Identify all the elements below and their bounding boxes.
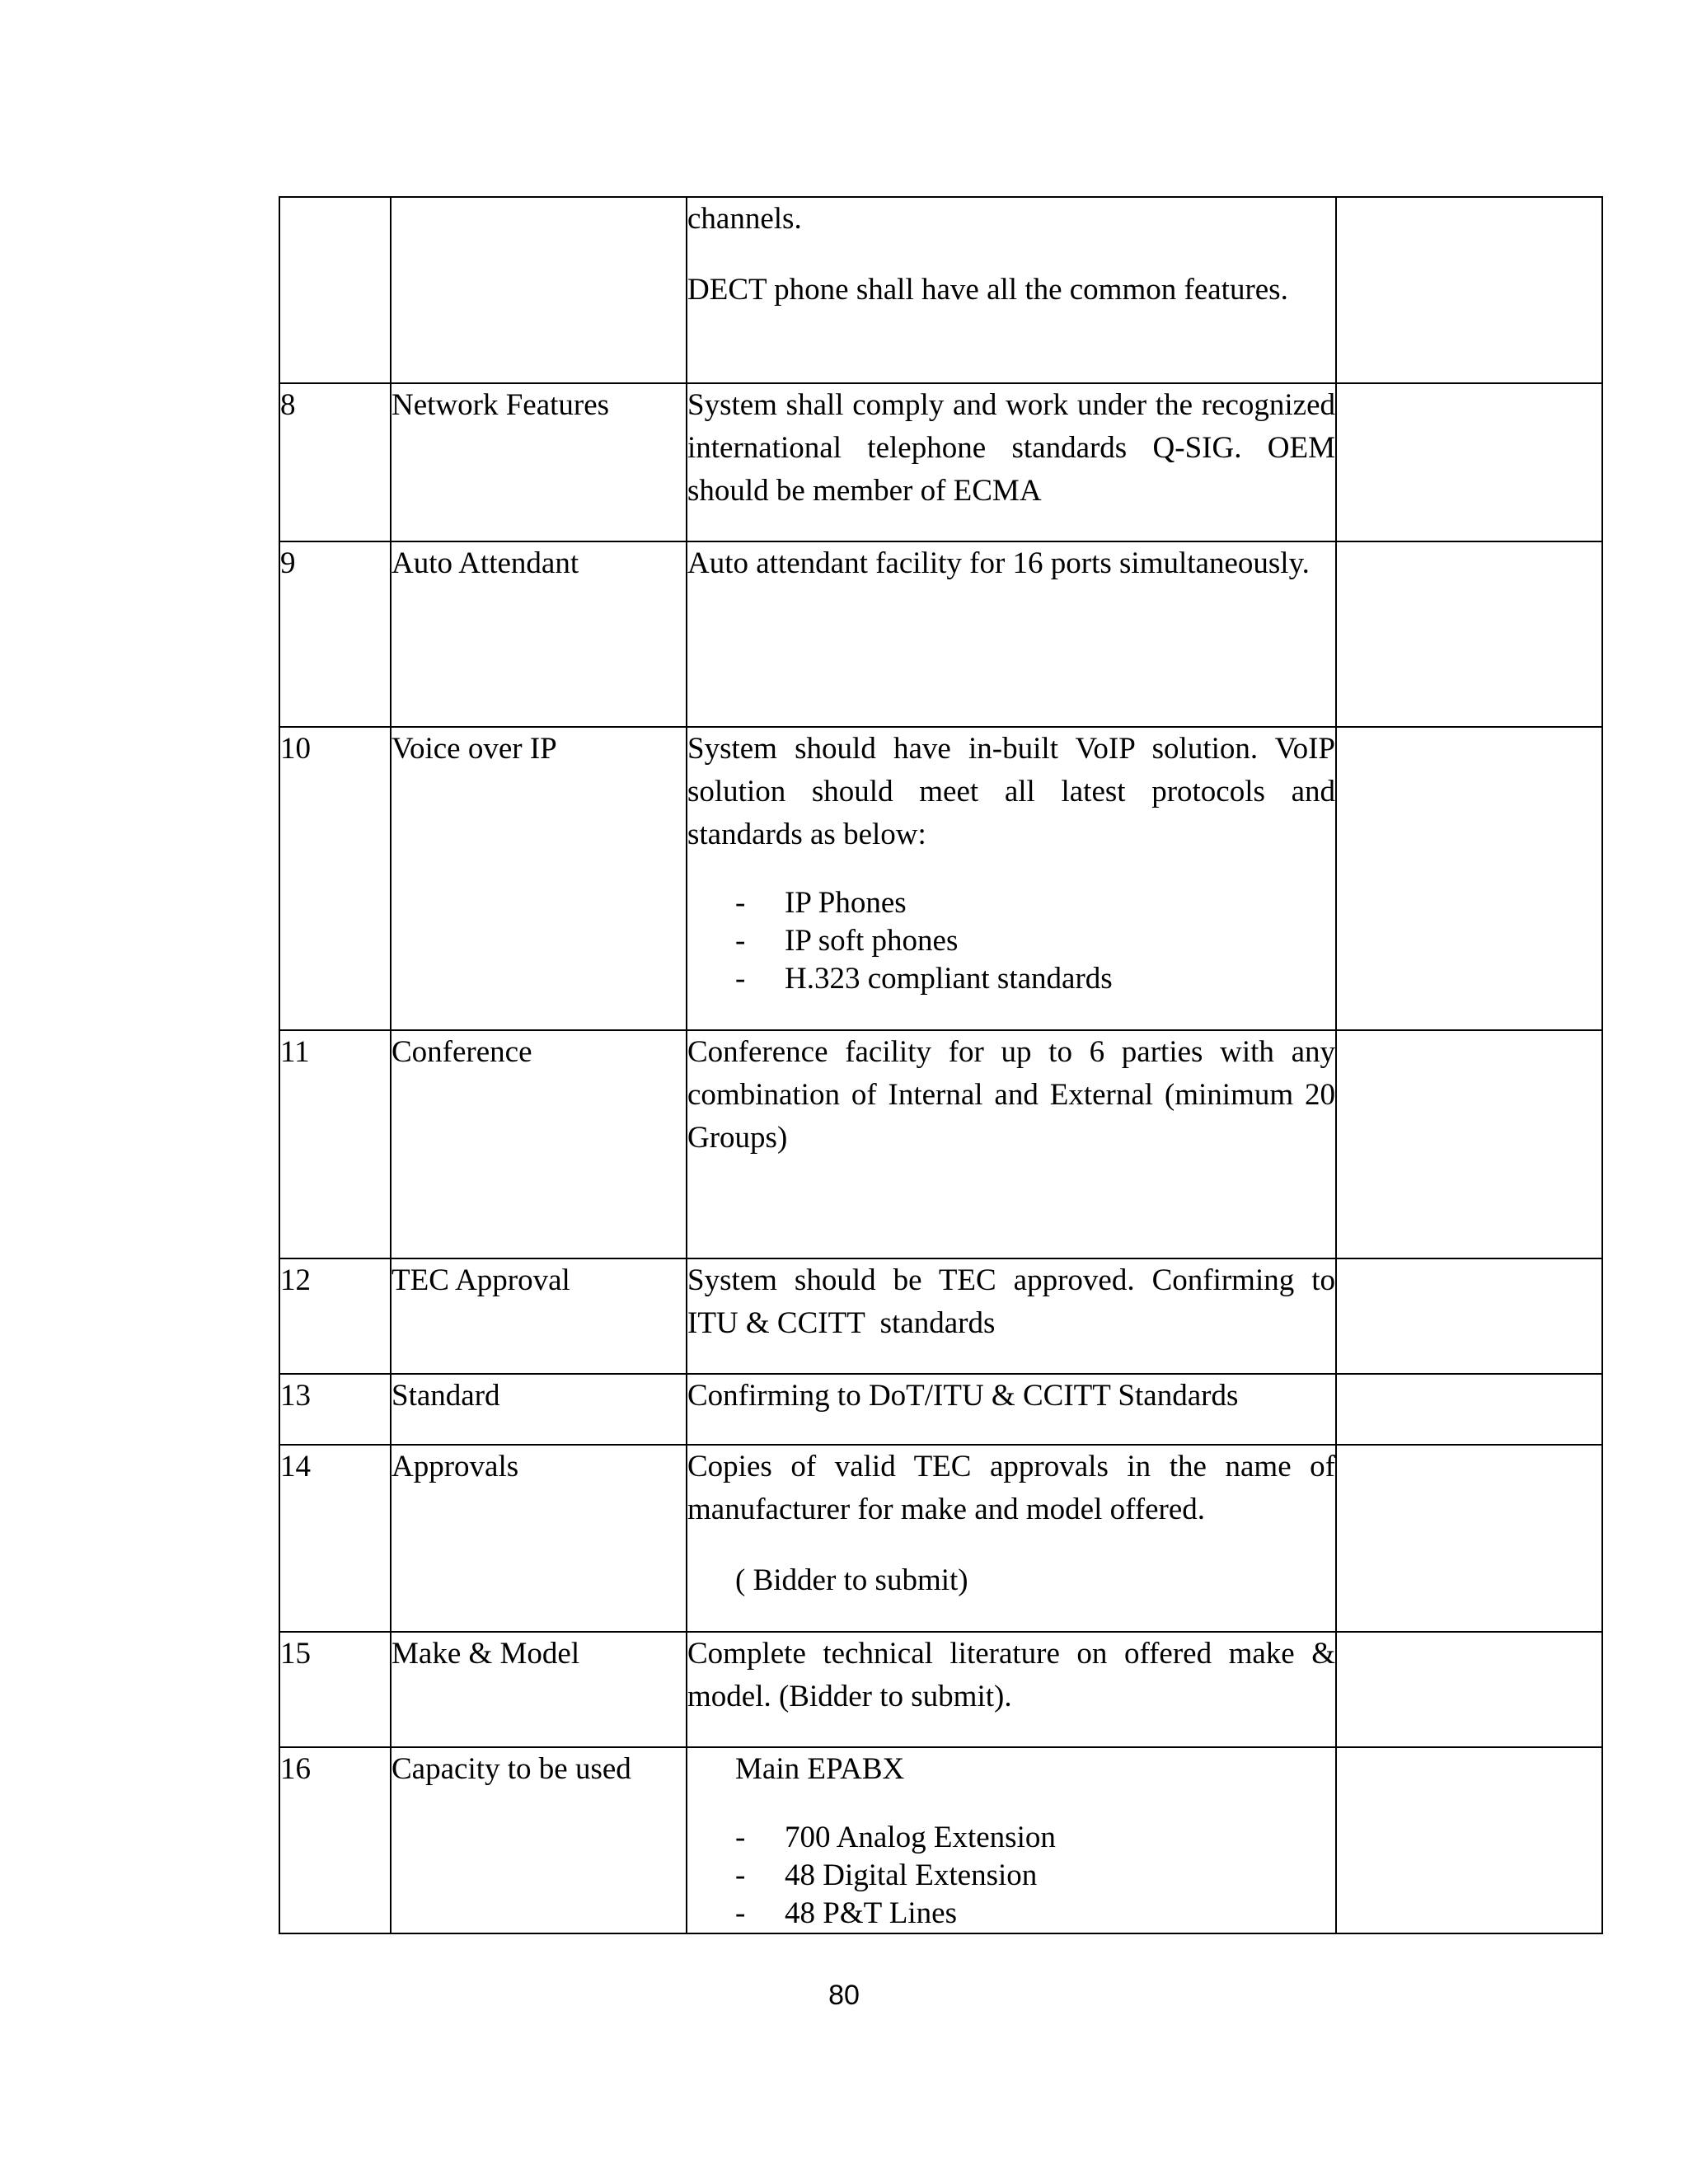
row-number-cell (279, 197, 391, 383)
list-item (687, 922, 1335, 960)
table-row (279, 541, 1602, 727)
description-cell (687, 197, 1336, 383)
description-text: DECT phone shall have all the common features. (687, 273, 1288, 307)
list-item-text: 48 Digital Extension (785, 1858, 1038, 1892)
list-item-text: IP soft phones (785, 924, 959, 958)
remarks-cell (1336, 1445, 1602, 1632)
list-item (687, 960, 1335, 998)
remarks-cell (1336, 383, 1602, 541)
feature-name-cell: Make & Model (391, 1632, 687, 1747)
remarks-cell (1336, 1030, 1602, 1258)
feature-name-cell: Network Features (391, 383, 687, 541)
description-text: Copies of valid TEC approvals in the name of manufacturer for make and model offered. (687, 1450, 1335, 1526)
remarks-cell (1336, 727, 1602, 1030)
table-row (279, 1445, 1602, 1632)
table-row (279, 1747, 1602, 1933)
description-cell (687, 383, 1336, 541)
bullet-list (687, 1819, 1335, 1933)
row-number-cell: 14 (279, 1445, 391, 1632)
description-cell (687, 1030, 1336, 1258)
feature-name-cell: Auto Attendant (391, 541, 687, 727)
description-cell (687, 1445, 1336, 1632)
description-cell (687, 727, 1336, 1030)
remarks-cell (1336, 1258, 1602, 1374)
remarks-cell (1336, 1374, 1602, 1445)
feature-name-cell (391, 197, 687, 383)
description-cell (687, 1632, 1336, 1747)
bidder-note: ( Bidder to submit) (735, 1563, 968, 1597)
specification-table (279, 196, 1603, 1934)
list-item-text: 700 Analog Extension (785, 1821, 1056, 1854)
list-item-text: IP Phones (785, 886, 907, 920)
remarks-cell (1336, 1747, 1602, 1933)
list-item (687, 1857, 1335, 1895)
remarks-cell (1336, 197, 1602, 383)
bullet-dash: - (735, 886, 746, 920)
description-text: Auto attendant facility for 16 ports simultaneously. (687, 546, 1310, 580)
description-cell (687, 541, 1336, 727)
row-number-cell: 15 (279, 1632, 391, 1747)
table-row (279, 1632, 1602, 1747)
row-number-cell: 10 (279, 727, 391, 1030)
remarks-cell (1336, 541, 1602, 727)
description-text: System shall comply and work under the recognized international telephone standards Q-SIG. OEM should be member of ECMA (687, 388, 1335, 508)
list-item (687, 1895, 1335, 1933)
table-row (279, 1030, 1602, 1258)
description-text: Complete technical literature on offered make & model. (Bidder to submit). (687, 1637, 1335, 1713)
list-item (687, 884, 1335, 922)
list-item-text: H.323 compliant standards (785, 962, 1113, 996)
bullet-list (687, 884, 1335, 998)
row-number-cell: 13 (279, 1374, 391, 1445)
row-number-cell: 11 (279, 1030, 391, 1258)
description-text: Conference facility for up to 6 parties with any combination of Internal and External (minimum 20 Groups) (687, 1035, 1335, 1155)
row-number-cell: 16 (279, 1747, 391, 1933)
description-cell (687, 1258, 1343, 1374)
description-cell (687, 1747, 1336, 1933)
remarks-cell (1336, 1632, 1602, 1747)
feature-name-cell: TEC Approval (391, 1258, 687, 1374)
table-row (279, 197, 1602, 383)
bullet-dash: - (735, 962, 746, 996)
row-number-cell: 12 (279, 1258, 391, 1374)
list-item-text: 48 P&T Lines (785, 1896, 957, 1930)
description-text: System should have in-built VoIP solution. VoIP solution should meet all latest protocols and standards as below: (687, 732, 1335, 851)
table-row (279, 1374, 1602, 1445)
description-text: channels. (687, 202, 802, 236)
bullet-dash: - (735, 924, 746, 958)
table-row (279, 1258, 1602, 1374)
table-row (279, 383, 1602, 541)
page-number: 80 (828, 1980, 860, 2011)
description-cell (687, 1374, 1336, 1445)
feature-name-cell: Capacity to be used (391, 1747, 687, 1933)
bullet-dash: - (735, 1896, 746, 1930)
feature-name-cell: Standard (391, 1374, 687, 1445)
feature-name-cell: Approvals (391, 1445, 687, 1632)
feature-name-cell: Voice over IP (391, 727, 687, 1030)
row-number-cell: 8 (279, 383, 391, 541)
feature-name-cell: Conference (391, 1030, 687, 1258)
table-row (279, 727, 1602, 1030)
row-number-cell: 9 (279, 541, 391, 727)
description-text: Confirming to DoT/ITU & CCITT Standards (687, 1379, 1239, 1413)
bullet-dash: - (735, 1858, 746, 1892)
capacity-heading: Main EPABX (735, 1752, 905, 1786)
description-text: System should be TEC approved. Confirming to ITU & CCITT standards (687, 1263, 1343, 1340)
bullet-dash: - (735, 1821, 746, 1854)
list-item (687, 1819, 1335, 1857)
